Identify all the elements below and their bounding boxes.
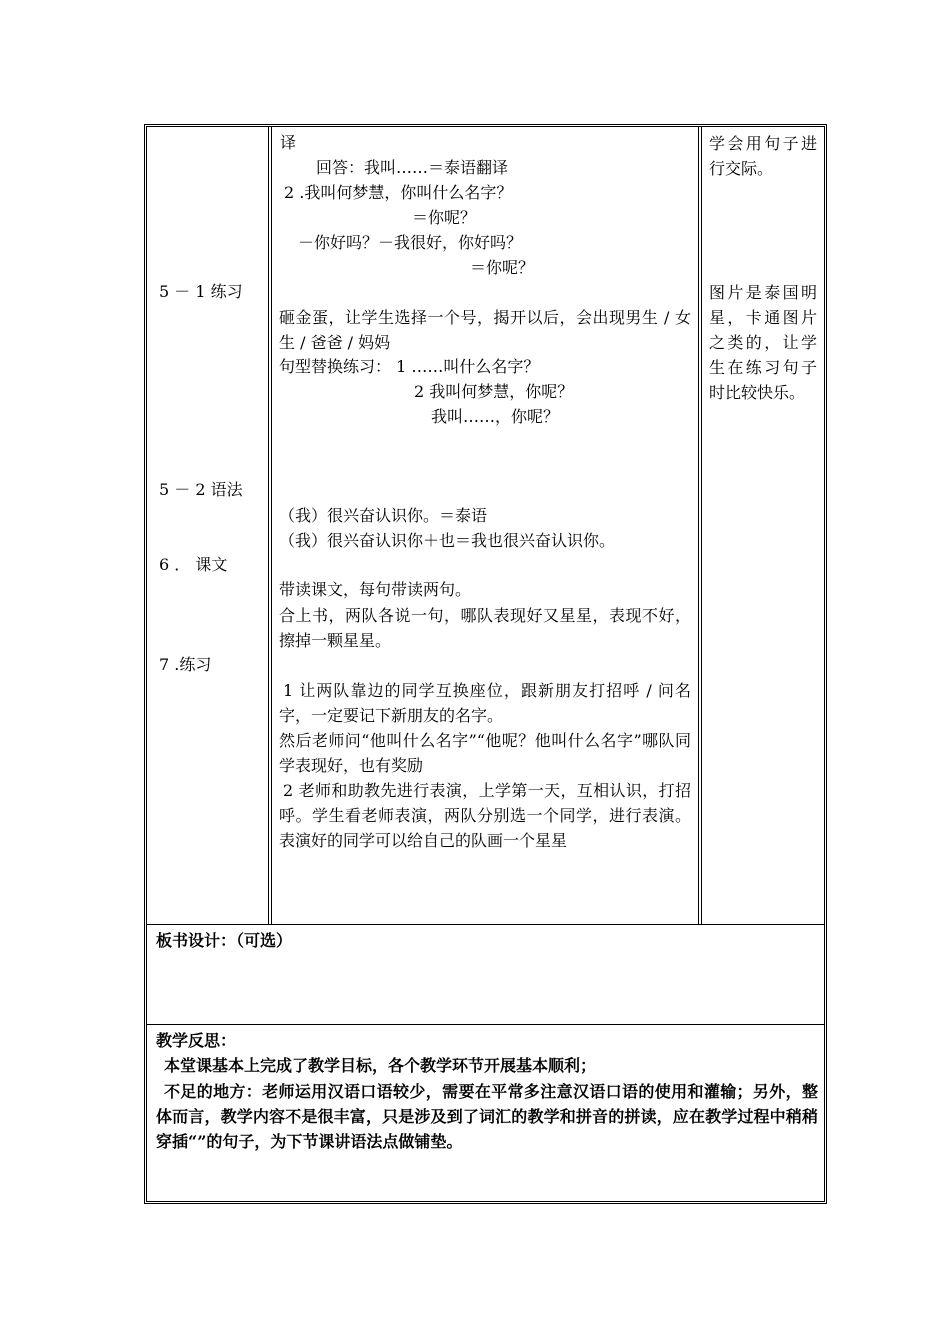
column-divider-right: [698, 126, 699, 924]
reflection-line: 本堂课基本上完成了教学目标，各个教学环节开展基本顺利；: [164, 1056, 597, 1075]
content-line: （我）很兴奋认识你＋也＝我也很兴奋认识你。: [279, 531, 616, 550]
step-exercise-label: 7 .练习: [159, 655, 212, 674]
row-divider-reflection: [146, 1024, 825, 1025]
step-grammar-label: 5 － 2 语法: [159, 480, 243, 499]
row-divider-board: [146, 924, 825, 925]
content-paragraph: 砸金蛋，让学生选择一个号，揭开以后，会出现男生 / 女生 / 爸爸 / 妈妈: [279, 308, 691, 352]
reflection-paragraph: 不足的地方：老师运用汉语口语较少，需要在平常多注意汉语口语的使用和灌输；另外，整体而言，教学内容不是很丰富，只是涉及到了词汇的教学和拼音的拼读，应在教学过程中稍稍穿插“”的句子，为下节课讲语法点做铺垫。: [156, 1082, 818, 1151]
content-line: 2 .我叫何梦慧，你叫什么名字？: [284, 183, 513, 202]
content-line: 句型替换练习： 1 ……叫什么名字？: [279, 357, 540, 376]
content-line: 译: [280, 133, 297, 152]
content-line: 带读课文，每句带读两句。: [279, 580, 472, 599]
content-paragraph: 2 老师和助教先进行表演，上学第一天，互相认识，打招呼。学生看老师表演，两队分别选一个同学，进行表演。表演好的同学可以给自己的队画一个星星: [279, 781, 691, 850]
content-line: ＝你呢？: [412, 208, 477, 227]
content-line: －你好吗？－我很好，你好吗？: [298, 233, 523, 252]
column-divider-right-inner: [701, 126, 702, 924]
step-practice-label: 5 － 1 练习: [159, 282, 243, 301]
purpose-note: 图片是泰国明星，卡通图片之类的，让学生在练习句子时比较快乐。: [709, 283, 817, 402]
column-divider-left-inner: [271, 126, 272, 924]
content-line: 回答：我叫……＝泰语翻译: [316, 158, 509, 177]
content-line: 2 我叫何梦慧，你呢？: [414, 382, 574, 401]
purpose-note: 学会用句子进行交际。: [709, 134, 817, 178]
board-design-label: 板书设计：（可选）: [156, 931, 293, 950]
step-text-label: 6 ． 课文: [159, 555, 228, 574]
content-line: 我叫……，你呢？: [431, 407, 560, 426]
content-paragraph: 然后老师问“他叫什么名字”“他呢？他叫什么名字”哪队同学表现好，也有奖励: [279, 731, 691, 775]
content-line: （我）很兴奋认识你。＝泰语: [279, 506, 488, 525]
reflection-title: 教学反思：: [156, 1031, 237, 1050]
content-paragraph: 1 让两队靠边的同学互换座位，跟新朋友打招呼 / 问名字，一定要记下新朋友的名字。: [279, 681, 691, 725]
content-paragraph: 合上书，两队各说一句，哪队表现好又星星，表现不好，擦掉一颗星星。: [279, 606, 691, 650]
content-line: ＝你呢？: [470, 258, 535, 277]
column-divider-left: [268, 126, 269, 924]
